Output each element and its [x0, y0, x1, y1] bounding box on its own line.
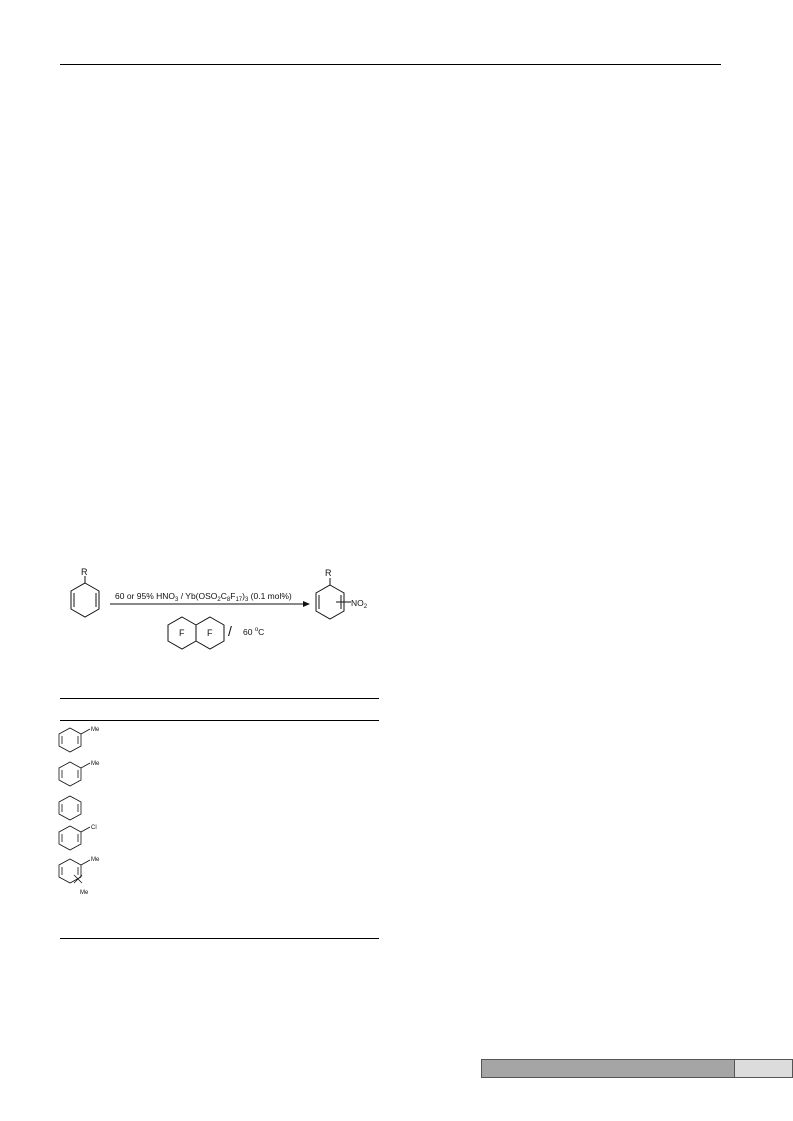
- table-top-rule: [60, 698, 379, 699]
- substrate-5-label-bottom: Me: [80, 890, 89, 896]
- reagent-text: 60 or 95% $HNO_3 / Yb(OSO_2C_8F_{17})_3$ (0.1 mol%): [115, 591, 292, 603]
- table-header-rule: [60, 720, 379, 721]
- substrate-2-label: Me: [91, 761, 100, 767]
- reactant-r-label: R: [81, 567, 88, 577]
- reaction-arrow: [110, 601, 310, 607]
- footer-bar: [481, 1059, 735, 1078]
- substrate-5-label-top: Me: [91, 857, 100, 863]
- perfluorodecalin-structure: [168, 617, 224, 649]
- substrate-xylene: [58, 758, 118, 794]
- product-no2-label: $NO_2$: [351, 598, 368, 610]
- reaction-scheme: [58, 565, 388, 665]
- substrate-benzene: [58, 793, 118, 825]
- footer-bar-end: [735, 1059, 793, 1078]
- solvent-left-f: F: [179, 628, 185, 638]
- substrate-mesitylene: [58, 853, 118, 899]
- substrate-1-label: Me: [91, 727, 100, 733]
- substrate-chlorobenzene: [58, 822, 118, 856]
- solvent-right-f: F: [207, 628, 213, 638]
- reactant-benzene: [71, 576, 99, 617]
- product-benzene: [316, 578, 351, 619]
- table-bottom-rule: [60, 938, 379, 939]
- substrate-toluene: [58, 724, 118, 760]
- temperature-text: 60 $^o$C: [243, 627, 265, 637]
- substrate-4-label: Cl: [91, 825, 97, 831]
- scheme-separator: /: [228, 623, 232, 639]
- product-r-label: R: [325, 568, 332, 578]
- header-rule: [60, 64, 721, 65]
